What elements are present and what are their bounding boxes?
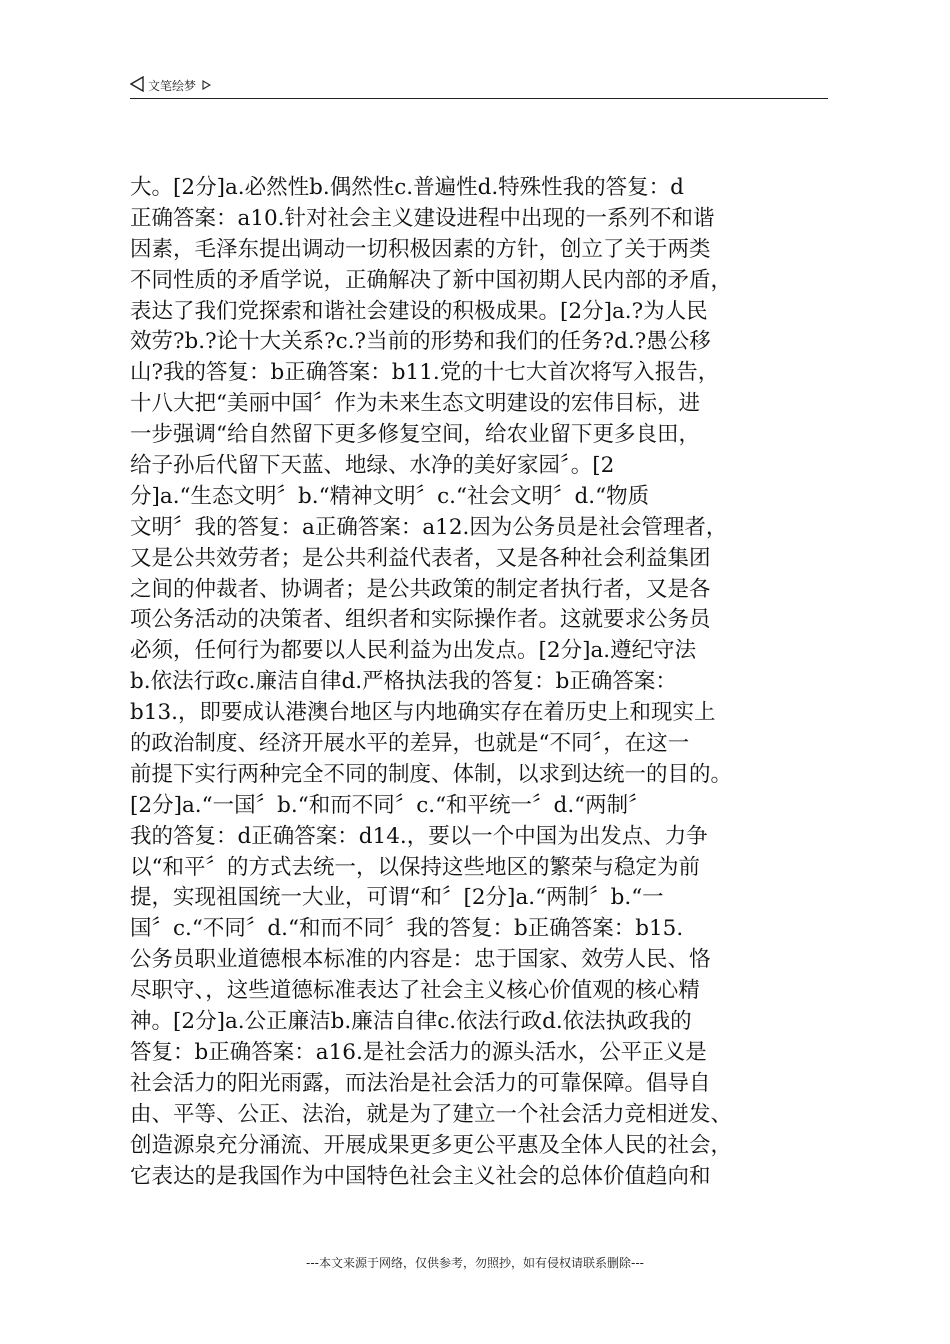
- text-line: 的政治制度、经济开展水平的差异，也就是“不同〞，在这一: [130, 731, 690, 757]
- text-line: 答复：b正确答案：a16.是社会活力的源头活水，公平正义是: [130, 1039, 707, 1065]
- text-line: 国〞c.“不同〞d.“和而不同〞我的答复：b正确答案：b15.: [130, 916, 684, 942]
- text-line: 必须，任何行为都要以人民利益为出发点。[2分]a.遵纪守法: [130, 638, 697, 664]
- right-triangle-icon: [202, 79, 211, 93]
- text-line: 我的答复：d正确答案：d14.，要以一个中国为出发点、力争: [130, 823, 708, 849]
- text-line: b.依法行政c.廉洁自律d.严格执法我的答复：b正确答案：: [130, 669, 677, 695]
- text-line: 表达了我们党探索和谐社会建设的积极成果。[2分]a.?为人民: [130, 298, 708, 324]
- text-line: 创造源泉充分涌流、开展成果更多更公平惠及全体人民的社会，: [130, 1132, 733, 1158]
- text-line: 由、平等、公正、法治，就是为了建立一个社会活力竞相迸发、: [130, 1101, 733, 1127]
- text-line: 之间的仲裁者、协调者；是公共政策的制定者执行者，又是各: [130, 576, 711, 602]
- text-line: 提，实现祖国统一大业，可谓“和〞[2分]a.“两制〞b.“一: [130, 885, 664, 911]
- page-header: [130, 74, 828, 99]
- text-line: 尽职守、，这些道德标准表达了社会主义核心价值观的核心精: [130, 978, 700, 1004]
- text-line: 效劳?b.?论十大关系?c.?当前的形势和我们的任务?d.?愚公移: [130, 329, 711, 355]
- text-line: 不同性质的矛盾学说，正确解决了新中国初期人民内部的矛盾，: [130, 267, 733, 293]
- text-line: 它表达的是我国作为中国特色社会主义社会的总体价值趋向和: [130, 1163, 711, 1189]
- text-line: 公务员职业道德根本标准的内容是：忠于国家、效劳人民、恪: [130, 947, 711, 973]
- text-line: 正确答案：a10.针对社会主义建设进程中出现的一系列不和谐: [130, 205, 715, 231]
- text-line: b13.，即要成认港澳台地区与内地确实存在着历史上和现实上: [130, 700, 716, 726]
- page-footer: ---本文来源于网络，仅供参考，勿照抄，如有侵权请联系删除---: [306, 1256, 644, 1270]
- text-line: [2分]a.“一国〞b.“和而不同〞c.“和平统一〞d.“两制〞: [130, 792, 650, 818]
- text-line: 以“和平〞的方式去统一，以保持这些地区的繁荣与稳定为前: [130, 854, 700, 880]
- text-line: 山?我的答复：b正确答案：b11.党的十七大首次将写入报告，: [130, 360, 720, 386]
- text-line: 大。[2分]a.必然性b.偶然性c.普遍性d.特殊性我的答复：d: [130, 175, 684, 200]
- header-logo: [130, 76, 211, 95]
- text-line: 神。[2分]a.公正廉洁b.廉洁自律c.依法行政d.依法执政我的: [130, 1009, 692, 1035]
- text-line: 项公务活动的决策者、组织者和实际操作者。这就要求公务员: [130, 607, 711, 633]
- text-line: 社会活力的阳光雨露，而法治是社会活力的可靠保障。倡导自: [130, 1070, 711, 1096]
- text-line: 前提下实行两种完全不同的制度、体制，以求到达统一的目的。: [130, 761, 733, 787]
- text-line: 分]a.“生态文明〞b.“精神文明〞c.“社会文明〞d.“物质: [130, 483, 650, 509]
- text-line: 一步强调“给自然留下更多修复空间，给农业留下更多良田，: [130, 422, 700, 448]
- header-logo-text: 文笔绘梦: [148, 79, 197, 93]
- text-line: 十八大把“美丽中国〞作为未来生态文明建设的宏伟目标，进: [130, 391, 700, 417]
- text-line: 又是公共效劳者；是公共利益代表者，又是各种社会利益集团: [130, 545, 711, 571]
- left-triangle-icon: [130, 76, 144, 95]
- text-line: 文明〞我的答复：a正确答案：a12.因为公务员是社会管理者，: [130, 514, 728, 540]
- document-body: [130, 173, 830, 1192]
- text-line: 因素，毛泽东提出调动一切积极因素的方针，创立了关于两类: [130, 236, 711, 262]
- text-line: 给子孙后代留下天蓝、地绿、水净的美好家园〞。[2: [130, 453, 615, 479]
